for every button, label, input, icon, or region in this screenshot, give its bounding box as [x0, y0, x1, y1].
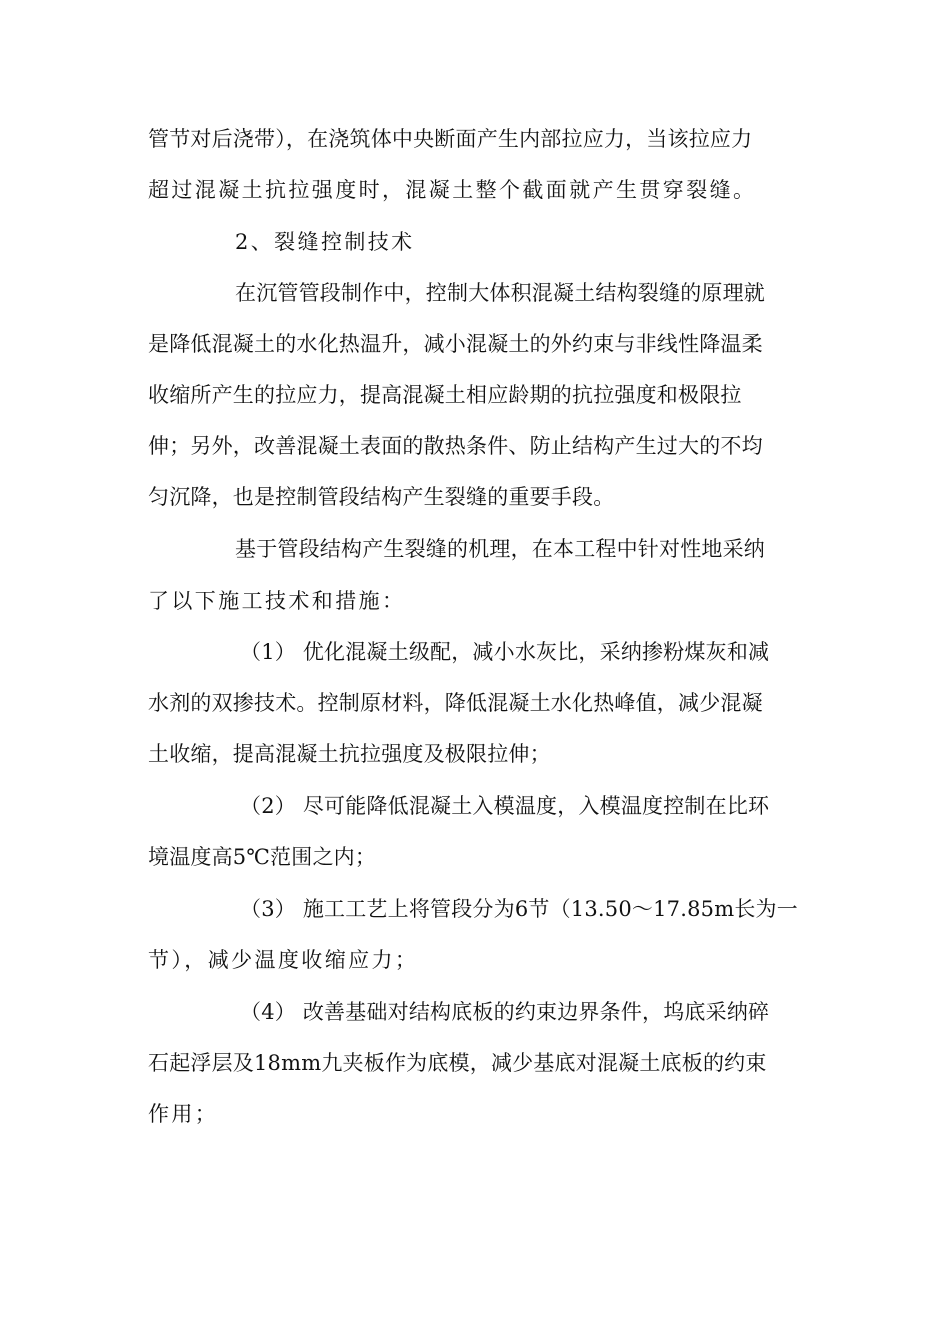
measure-3-line-2: 节），减少温度收缩应力；	[148, 948, 419, 972]
paragraph-line-3: 在沉管管段制作中，控制大体积混凝土结构裂缝的原理就	[235, 281, 765, 305]
measure-2-line-1: （2） 尽可能降低混凝土入模温度，入模温度控制在比环	[240, 794, 770, 818]
measure-2-line-2: 境温度高5℃范围之内；	[148, 845, 377, 869]
measure-1-line-3: 土收缩，提高混凝土抗拉强度及极限拉伸；	[148, 742, 551, 766]
paragraph-line-9: 了以下施工技术和措施：	[148, 589, 406, 613]
paragraph-line-4: 是降低混凝土的水化热温升，减小混凝土的外约束与非线性降温柔	[148, 332, 763, 356]
measure-4-line-2: 石起浮层及18mm九夹板作为底模，减少基底对混凝土底板的约束	[148, 1051, 767, 1075]
measure-3-line-1: （3） 施工工艺上将管段分为6节（13.50～17.85m长为一	[240, 897, 798, 921]
measure-4-line-1: （4） 改善基础对结构底板的约束边界条件，坞底采纳碎	[240, 1000, 770, 1024]
paragraph-line-5: 收缩所产生的拉应力，提高混凝土相应龄期的抗拉强度和极限拉	[148, 383, 742, 407]
paragraph-line-1: 管节对后浇带），在浇筑体中央断面产生内部拉应力，当该拉应力	[148, 127, 753, 151]
measure-1-line-1: （1） 优化混凝土级配，减小水灰比，采纳掺粉煤灰和减	[240, 640, 770, 664]
measure-1-line-2: 水剂的双掺技术。控制原材料，降低混凝土水化热峰值，减少混凝	[148, 691, 763, 715]
measure-4-line-3: 作用；	[148, 1102, 219, 1126]
paragraph-line-7: 匀沉降，也是控制管段结构产生裂缝的重要手段。	[148, 485, 615, 509]
paragraph-line-8: 基于管段结构产生裂缝的机理，在本工程中针对性地采纳	[235, 537, 765, 561]
section-heading: 2、裂缝控制技术	[235, 230, 415, 254]
paragraph-line-6: 伸；另外，改善混凝土表面的散热条件、防止结构产生过大的不均	[148, 434, 763, 458]
paragraph-line-2: 超过混凝土抗拉强度时，混凝土整个截面就产生贯穿裂缝。	[148, 178, 757, 202]
